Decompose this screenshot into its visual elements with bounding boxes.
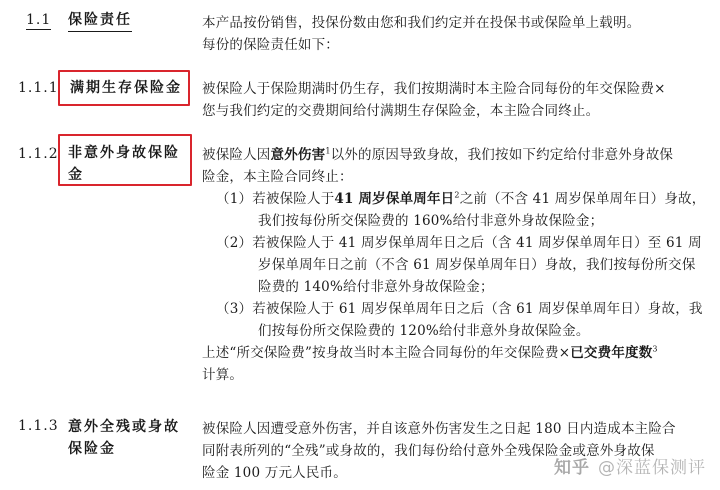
text-fragment: 上述“所交保险费”按身故当时本主险合同每份的年交保险费× xyxy=(202,345,571,361)
text-line: 们按每份所交保险费的 120%给付非意外身故保险金。 xyxy=(258,323,590,339)
text-fragment: （1）若被保险人于 xyxy=(216,191,335,207)
text-line: 您与我们约定的交费期间给付满期生存保险金，本主险合同终止。 xyxy=(202,103,600,119)
text-line: 我们按每份所交保险费的 160%给付非意外身故保险金； xyxy=(258,213,604,229)
text-line: 本产品按份销售，投保份数由您和我们约定并在投保书或保险单上载明。 xyxy=(202,15,641,31)
clause-number-1-1-1: 1.1.1 xyxy=(18,80,59,96)
text-line xyxy=(202,144,698,166)
clause-number-1-1-2: 1.1.2 xyxy=(18,146,59,162)
text-line: 险金，本主险合同终止： xyxy=(202,169,353,185)
watermark xyxy=(554,453,706,478)
clause-body-1-1-2 xyxy=(202,144,706,386)
title-line: 保险金 xyxy=(68,441,116,457)
section-number: 1.1 xyxy=(26,12,52,28)
footnote-marker: 3 xyxy=(652,344,658,354)
text-fragment: 以外的原因导致身故，我们按如下约定给付非意外身故保 xyxy=(330,147,674,163)
text-line xyxy=(202,342,698,364)
text-line: 险费的 140%给付非意外身故保险金； xyxy=(258,279,494,295)
list-item-3: （3）若被保险人于 61 周岁保单周年日之后（含 61 周岁保单周年日）身故，我 xyxy=(216,301,703,317)
clause-number-1-1-3: 1.1.3 xyxy=(18,418,59,434)
term-accidental-injury: 意外伤害 xyxy=(270,147,326,163)
text-line: 岁保单周年日之前（不含 61 周岁保单周年日）身故，我们按每份所交保 xyxy=(258,257,696,273)
text-line: 险金 100 万元人民币。 xyxy=(202,465,347,481)
zhihu-logo: 知乎 xyxy=(554,458,590,478)
watermark-author: @深蓝保测评 xyxy=(598,458,706,478)
clause-title-accidental-disability-death xyxy=(68,416,180,460)
text-fragment: 被保险人因 xyxy=(202,147,271,163)
text-line: 每份的保险责任如下： xyxy=(202,37,339,53)
title-line: 非意外身故保险 xyxy=(68,145,180,161)
text-line: 被保险人于保险期满时仍生存，我们按期满时本主险合同每份的年交保险费× xyxy=(202,81,666,97)
section-title: 保险责任 xyxy=(68,10,132,32)
clause-body-1-1-1 xyxy=(202,78,698,122)
title-line: 金 xyxy=(68,167,84,183)
clause-title-survival-benefit: 满期生存保险金 xyxy=(70,80,182,96)
text-fragment: 之前（不含 41 周岁保单周年日）身故， xyxy=(459,191,706,207)
footnote-marker: 2 xyxy=(454,190,460,200)
text-line: 计算。 xyxy=(202,367,244,383)
term-policy-anniversary: 41 周岁保单周年日 xyxy=(334,191,455,207)
term-paid-years: 已交费年度数 xyxy=(570,345,653,361)
list-item-1 xyxy=(202,188,706,210)
footnote-marker: 1 xyxy=(325,146,331,156)
clause-title-non-accidental-death xyxy=(68,142,180,186)
text-line: 同附表所列的“全残”或身故的，我们每份给付意外全残保险金或意外身故保 xyxy=(202,443,655,459)
text-line: 被保险人因遭受意外伤害，并自该意外伤害发生之日起 180 日内造成本主险合 xyxy=(202,421,676,437)
section-intro xyxy=(202,12,698,56)
list-item-2: （2）若被保险人于 41 周岁保单周年日之后（含 41 周岁保单周年日）至 61 周 xyxy=(216,235,702,251)
title-line: 意外全残或身故 xyxy=(68,419,180,435)
